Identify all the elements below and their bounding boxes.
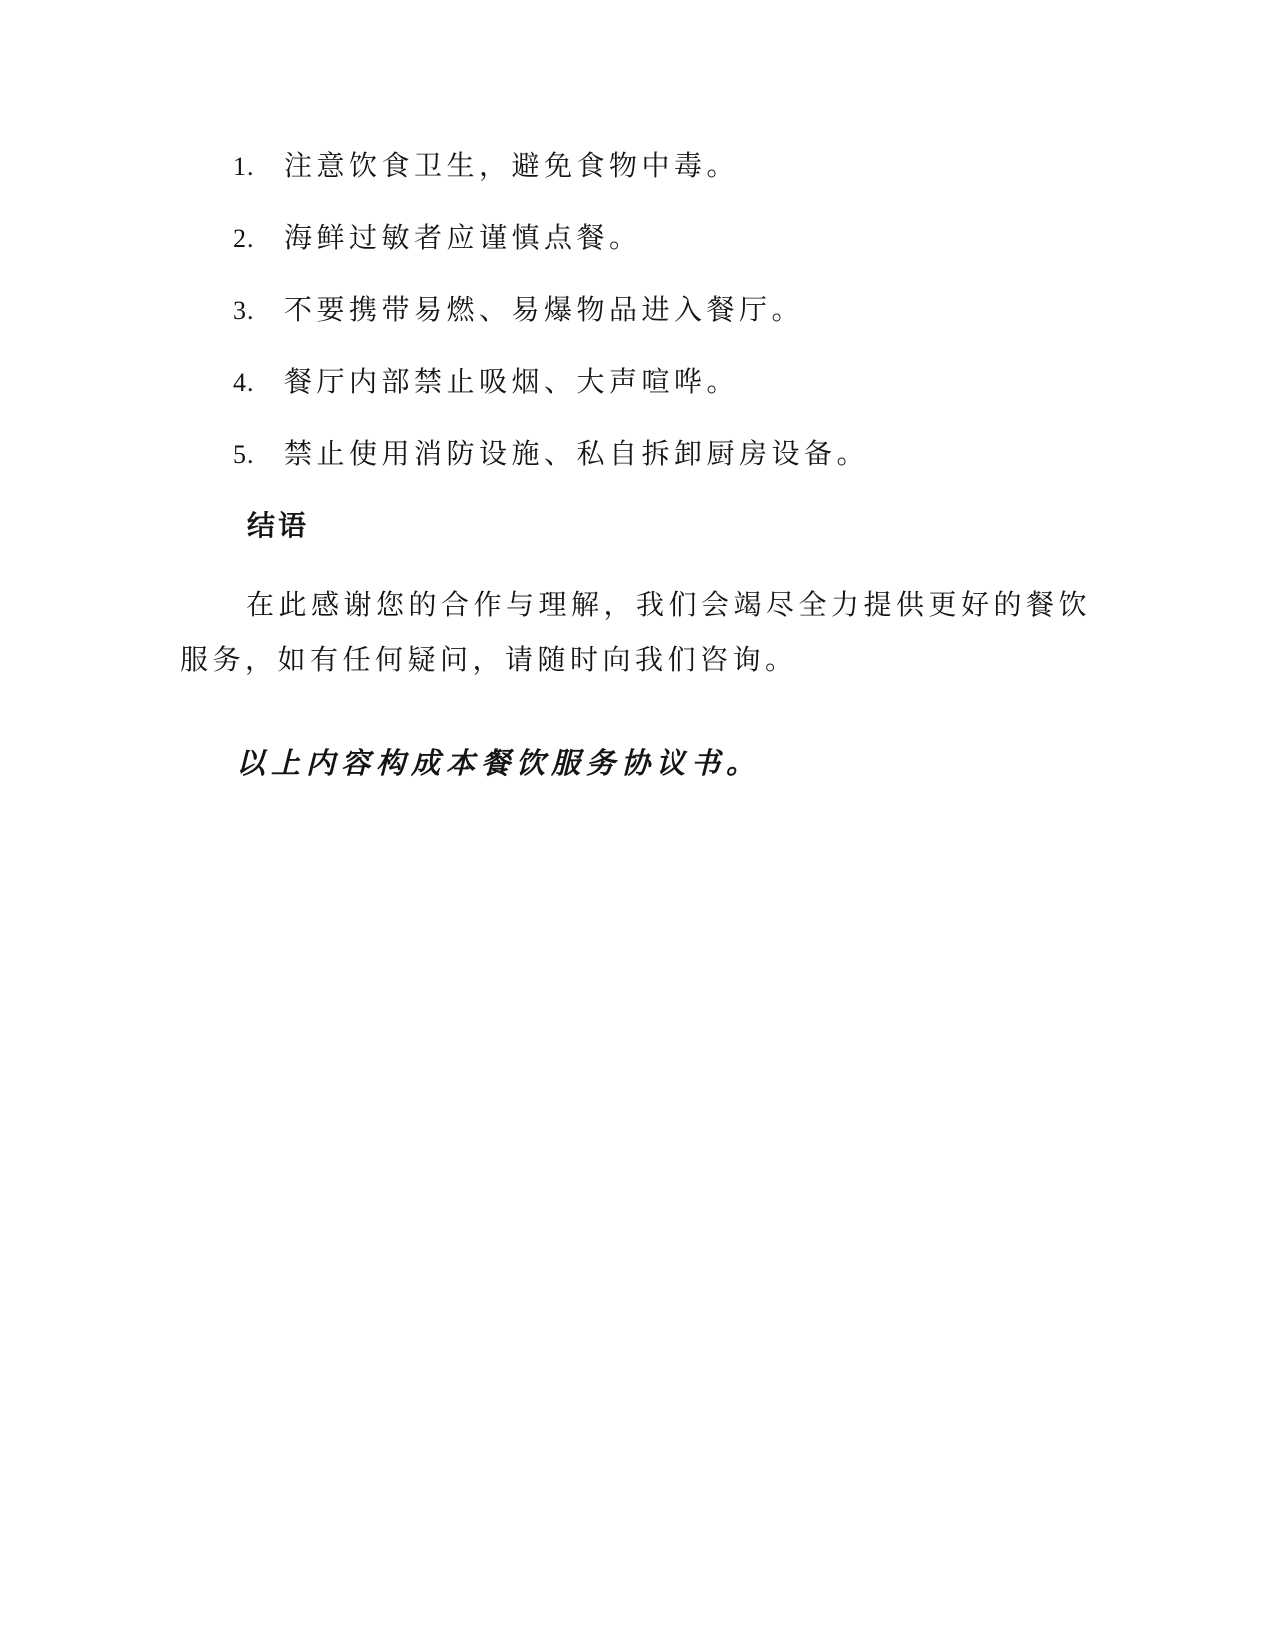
list-item-number: 3. [233, 296, 255, 325]
list-item-text: 不要携带易燃、易爆物品进入餐厅。 [284, 295, 805, 326]
list-item-number: 5. [233, 440, 255, 469]
conclusion-paragraph: 在此感谢您的合作与理解，我们会竭尽全力提供更好的餐饮服务，如有任何疑问，请随时向我们咨询。 [180, 590, 1092, 676]
document-content [180, 152, 1092, 782]
list-item [180, 440, 1092, 470]
list-item [180, 368, 1092, 398]
list-item [180, 296, 1092, 326]
closing-statement: 以上内容构成本餐饮服务协议书。 [236, 748, 762, 780]
list-item-text: 海鲜过敏者应谨慎点餐。 [284, 223, 642, 254]
list-item [180, 224, 1092, 254]
conclusion-heading: 结语 [247, 511, 310, 542]
list-item [180, 152, 1092, 182]
list-item-text: 注意饮食卫生，避免食物中毒。 [284, 151, 740, 182]
list-item-number: 2. [233, 224, 255, 253]
list-item-text: 餐厅内部禁止吸烟、大声喧哗。 [284, 367, 740, 398]
list-item-number: 4. [233, 368, 255, 397]
list-item-text: 禁止使用消防设施、私自拆卸厨房设备。 [284, 439, 870, 470]
list-item-number: 1. [233, 152, 255, 181]
